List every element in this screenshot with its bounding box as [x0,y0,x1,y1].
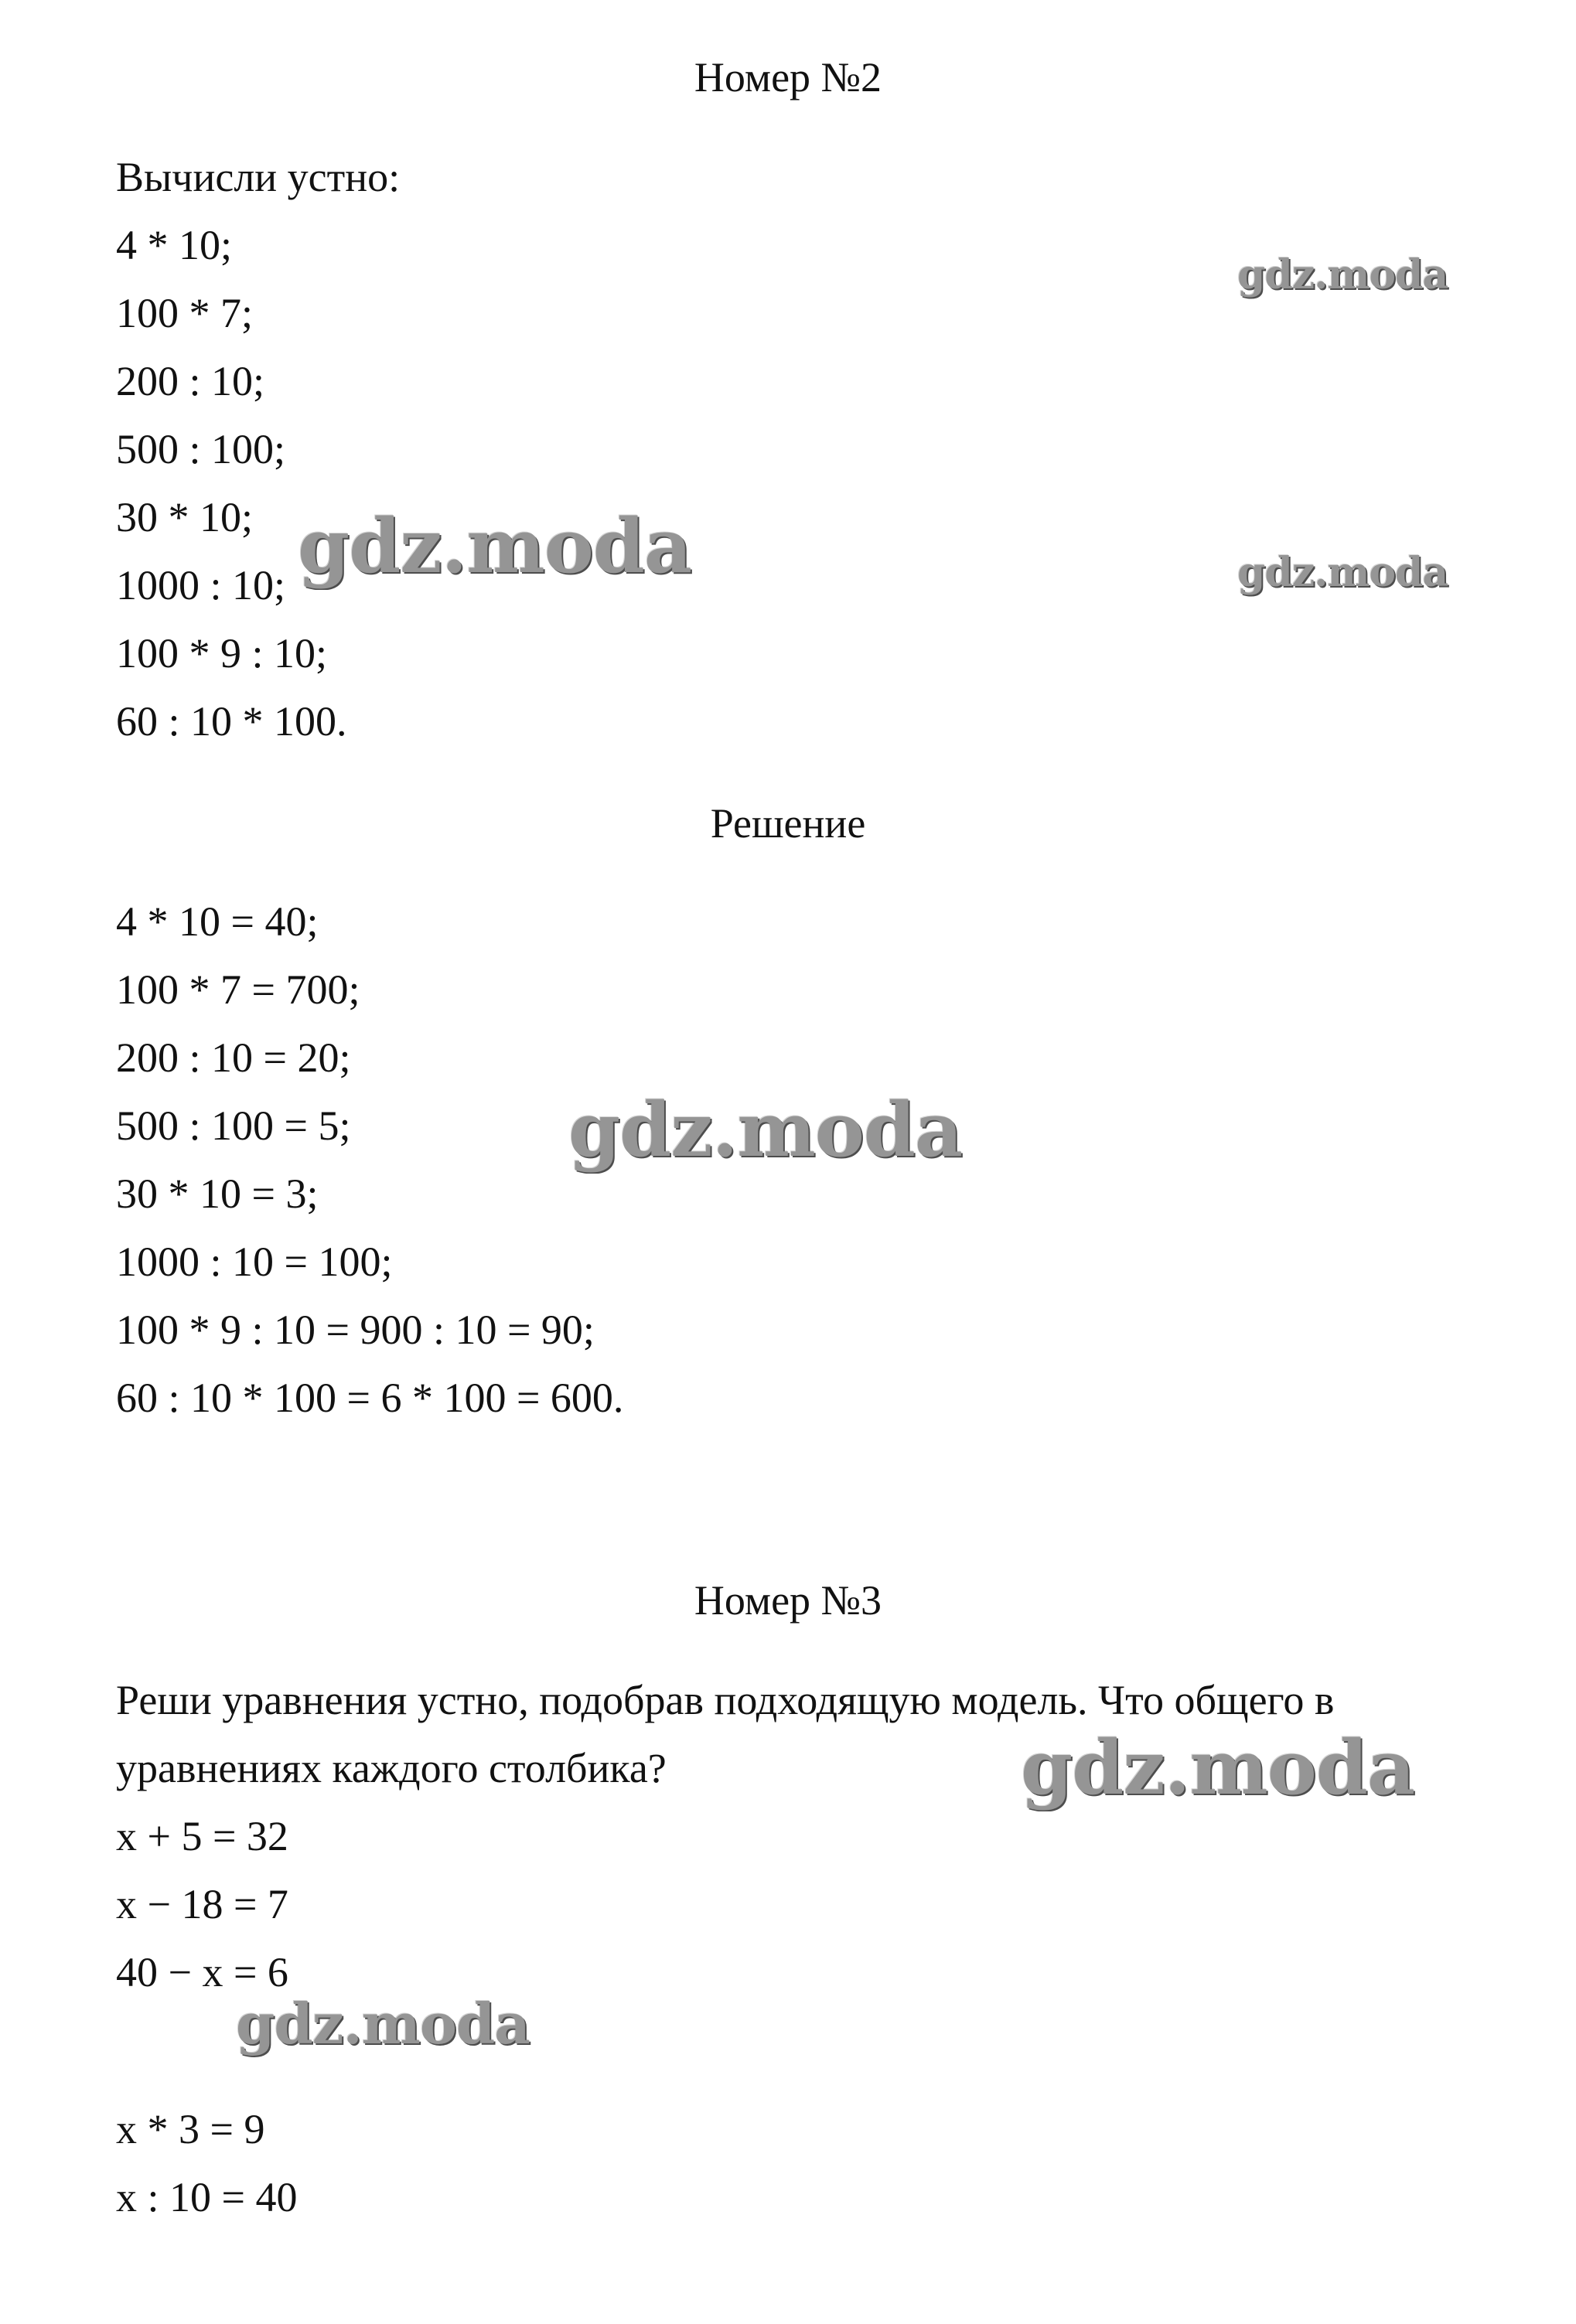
watermark-logo: gdz.moda [568,1086,963,1174]
solution-line: 100 * 9 : 10 = 900 : 10 = 90; [116,1307,595,1353]
task2-expression: 30 * 10; [116,494,254,540]
task2-expression: 100 * 7; [116,290,254,336]
task3-equation: x + 5 = 32 [116,1813,288,1859]
task2-expression: 60 : 10 * 100. [116,698,347,745]
watermark-logo: gdz.moda [1021,1724,1415,1811]
solution-line: 4 * 10 = 40; [116,898,319,945]
task3-prompt-line: уравнениях каждого столбика? [116,1745,667,1791]
task2-prompt: Вычисли устно: [116,154,401,200]
task3-prompt-line: Реши уравнения устно, подобрав подходящую модель. Что общего в [116,1677,1335,1723]
task3-equation: x * 3 = 9 [116,2106,265,2152]
solution-line: 30 * 10 = 3; [116,1171,319,1217]
watermark-logo: gdz.moda [298,503,692,590]
task2-title: Номер №2 [694,54,882,101]
solution-line: 60 : 10 * 100 = 6 * 100 = 600. [116,1375,624,1421]
task2-expression: 1000 : 10; [116,562,286,608]
task3-title: Номер №3 [694,1577,882,1624]
task2-expression: 200 : 10; [116,358,265,404]
task2-expression: 100 * 9 : 10; [116,630,328,676]
solution-line: 200 : 10 = 20; [116,1034,351,1081]
solution-line: 500 : 100 = 5; [116,1102,351,1149]
task2-body [116,143,1508,755]
watermark-logo: gdz.moda [1237,251,1448,298]
solution-line: 100 * 7 = 700; [116,966,360,1013]
task3-equation: x : 10 = 40 [116,2174,298,2220]
task3-equation: 40 − x = 6 [116,1949,288,1995]
watermark-logo: gdz.moda [236,1991,530,2057]
task2-expression: 4 * 10; [116,222,233,268]
task3-equation: x − 18 = 7 [116,1881,288,1927]
solution-title: Решение [710,800,866,847]
watermark-logo: gdz.moda [1237,549,1448,596]
solution-line: 1000 : 10 = 100; [116,1239,393,1285]
task2-expression: 500 : 100; [116,426,286,472]
